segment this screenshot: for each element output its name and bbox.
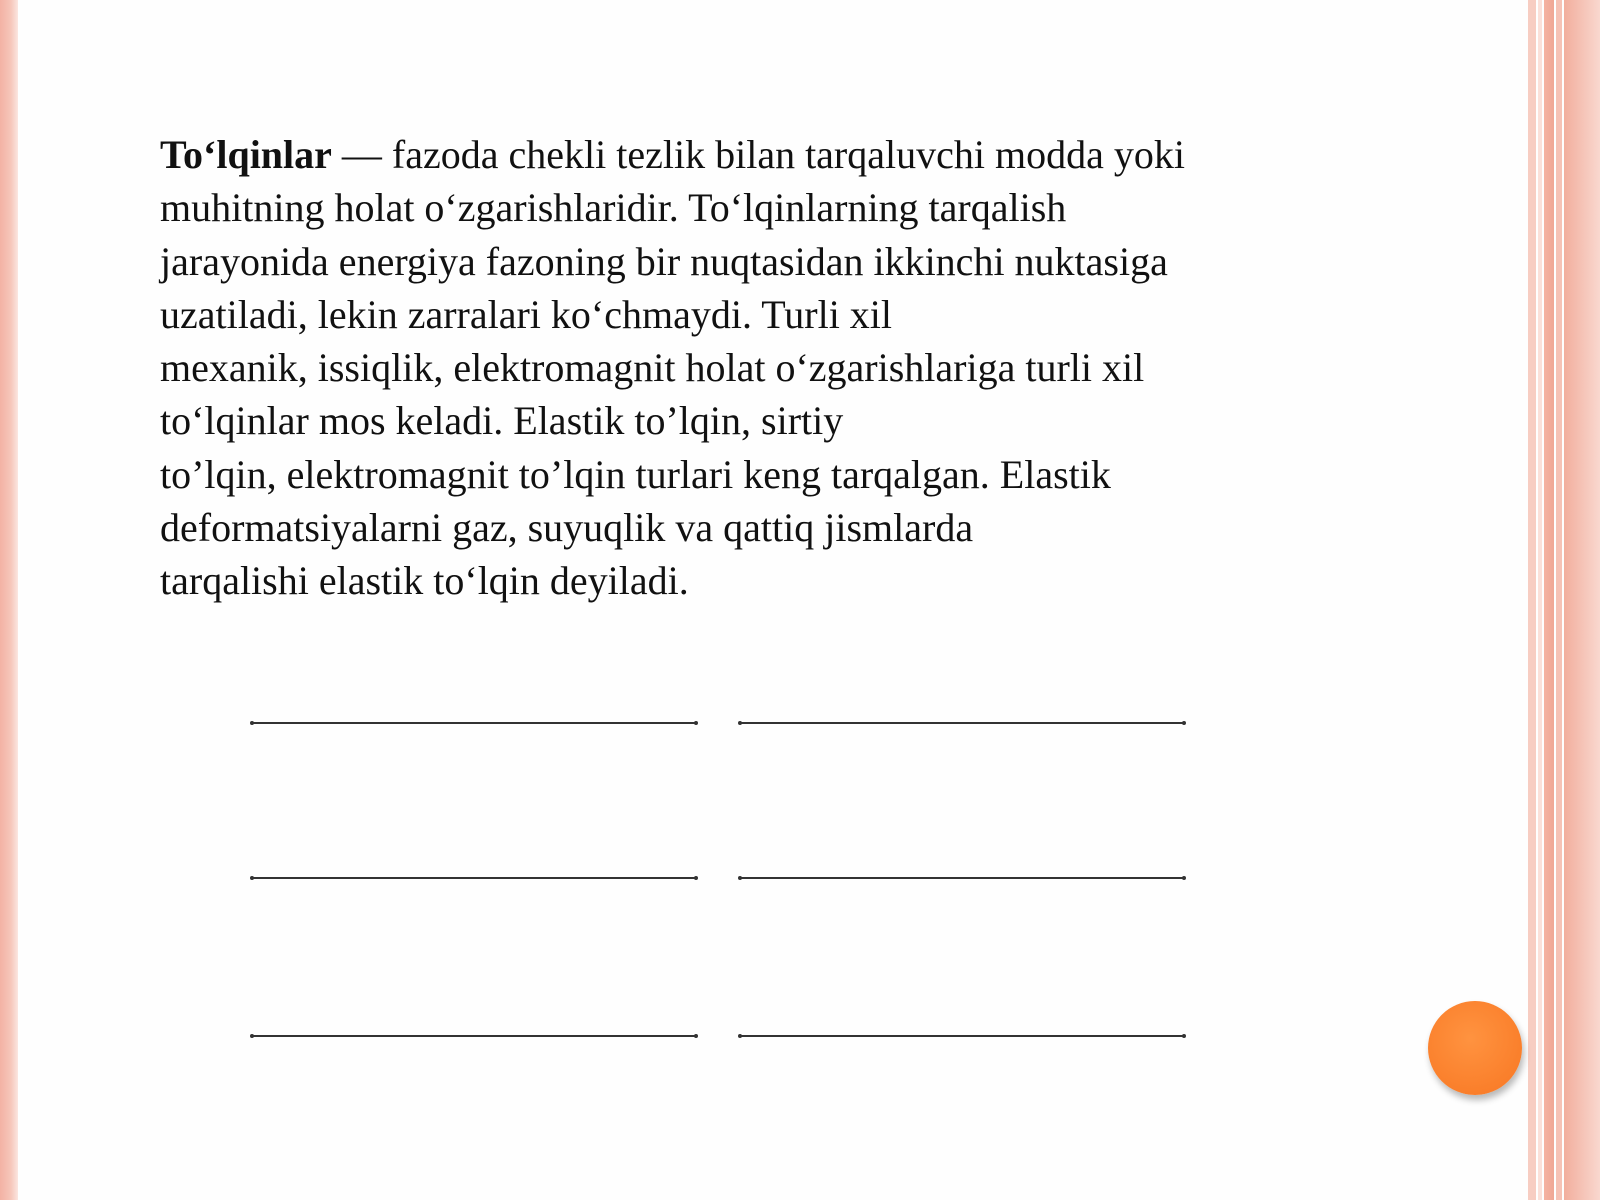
blank-line: [739, 1035, 1185, 1037]
definition-paragraph: [160, 128, 1340, 608]
blank-line: [251, 722, 697, 724]
paragraph-line: deformatsiyalarni gaz, suyuqlik va qattiq jismlarda: [160, 505, 974, 551]
blank-line: [251, 1035, 697, 1037]
right-stripe-decoration: [1556, 0, 1562, 1200]
paragraph-line: to‘lqinlar mos keladi. Elastik to’lqin, sirtiy: [160, 398, 844, 444]
right-stripe-decoration: [1544, 0, 1554, 1200]
paragraph-line: to’lqin, elektromagnit to’lqin turlari keng tarqalgan. Elastik: [160, 451, 1111, 497]
paragraph-line-text: — fazoda chekli tezlik bilan tarqaluvchi modda yoki: [331, 132, 1185, 177]
paragraph-line: uzatiladi, lekin zarralari ko‘chmaydi. Turli xil: [160, 291, 893, 337]
blank-line: [739, 877, 1185, 879]
right-stripe-decoration: [1538, 0, 1542, 1200]
term-heading: To‘lqinlar: [160, 132, 332, 177]
paragraph-line: muhitning holat o‘zgarishlaridir. To‘lqinlarning tarqalish: [160, 185, 1067, 231]
paragraph-line: jarayonida energiya fazoning bir nuqtasidan ikkinchi nuktasiga: [160, 238, 1168, 284]
paragraph-line: tarqalishi elastik to‘lqin deyiladi.: [160, 558, 689, 604]
left-edge-decoration: [0, 0, 18, 1200]
blank-line: [739, 722, 1185, 724]
orange-circle-decoration: [1428, 1001, 1522, 1095]
paragraph-line: [160, 128, 1340, 181]
paragraph-line: mexanik, issiqlik, elektromagnit holat o‘zgarishlariga turli xil: [160, 345, 1145, 391]
blank-line: [251, 877, 697, 879]
right-stripe-decoration: [1528, 0, 1536, 1200]
right-stripe-decoration: [1564, 0, 1600, 1200]
